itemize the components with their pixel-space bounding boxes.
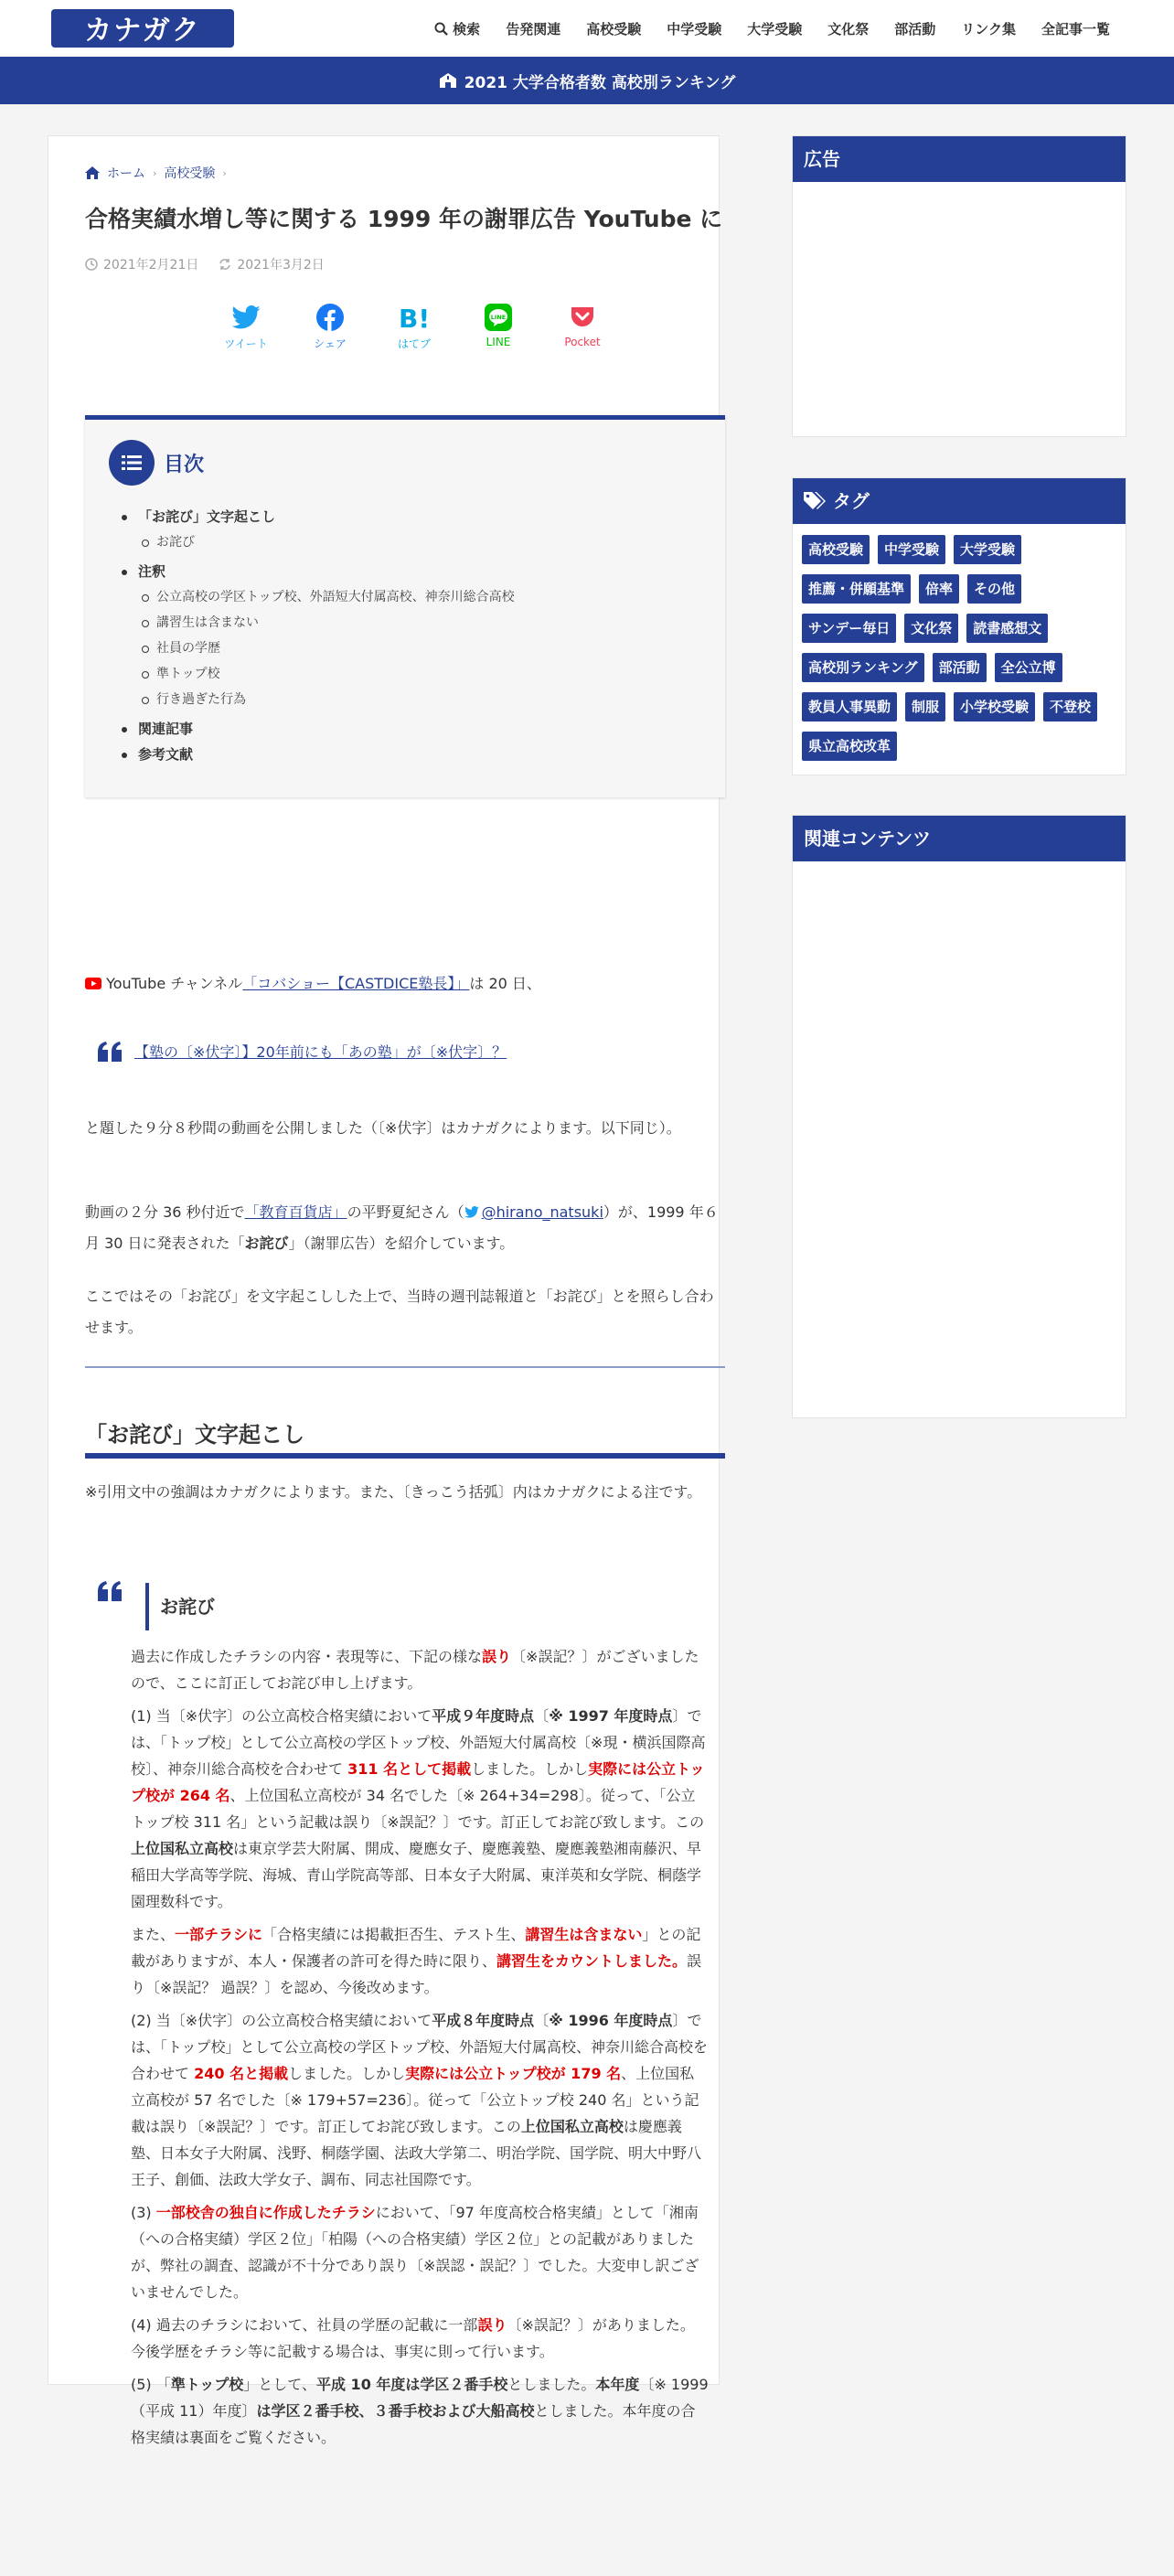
- twitter-icon: [231, 305, 261, 329]
- toc-list: [122, 504, 515, 767]
- tag-link[interactable]: その他: [967, 574, 1021, 604]
- site-logo[interactable]: [51, 4, 234, 51]
- intro-paragraph-2: と題した９分８秒間の動画を公開しました（〔※伏字〕はカナガクによります。以下同じ）。: [85, 1119, 681, 1137]
- ad-widget: [792, 135, 1126, 437]
- toc-subitem[interactable]: 公立高校の学区トップ校、外語短大付属高校、神奈川総合高校: [122, 584, 515, 610]
- toc-header: [109, 440, 204, 486]
- home-icon: [85, 166, 100, 179]
- published-date: 2021年2月21日: [85, 255, 198, 273]
- share-facebook[interactable]: シェア: [288, 303, 372, 351]
- tag-link[interactable]: 倍率: [919, 574, 959, 604]
- nav-festival[interactable]: 文化祭: [827, 20, 870, 37]
- ad-widget-title: 広告: [793, 136, 1126, 182]
- apology-quote-block: [85, 1570, 725, 2576]
- tag-link[interactable]: 高校別ランキング: [802, 653, 924, 682]
- breadcrumb: [85, 164, 227, 182]
- clock-icon: [85, 258, 98, 271]
- apology-paragraph: また、一部チラシに「合格実績には掲載拒否生、テスト生、講習生は含まない」との記載がありますが、本人・保護者の許可を得た時に限り、講習生をカウントしました。誤り〔※誤記？ 過誤？〕を認め、今後改めます。: [131, 1926, 702, 1996]
- toc-subitem[interactable]: 社員の学歴: [122, 636, 515, 661]
- apology-paragraph: (5) 「準トップ校」として、平成 10 年度は学区２番手校としました。本年度〔※ 1999（平成 11）年度〕は学区２番手校、３番手校および大船高校としました。本年度の合格実績は裏面をご覧ください。: [131, 2376, 709, 2446]
- article-dates: [85, 255, 325, 273]
- toc-item[interactable]: 注釈: [122, 559, 515, 584]
- related-content-widget: [792, 815, 1126, 1418]
- tags-widget: [792, 477, 1126, 775]
- share-twitter[interactable]: ツイート: [204, 303, 288, 351]
- school-icon: [439, 72, 457, 89]
- svg-text:カナガク: カナガク: [84, 15, 201, 47]
- twitter-handle-link[interactable]: @hirano_natsuki: [481, 1203, 603, 1221]
- apology-paragraph: (1) 当〔※伏字〕の公立高校合格実績において平成９年度時点〔※ 1997 年度時点〕では、「トップ校」として公立高校の学区トップ校、外語短大付属高校〔※現・横浜国際高校〕、神奈川総合高校を合わせて 311 名として掲載しました。しかし実際には公立トップ校が 264 名、上位国私立高校が 34 名でした〔※ 264+34=298〕。従って、「公立トップ校 311 名」という記載は誤り〔※誤記？〕です。訂正してお詫び致します。この上位国私立高校は東京学芸大附属、開成、慶應女子、慶應義塾、慶應義塾湘南藤沢、早稲田大学高等学院、海城、青山学院高等部、日本女子大附属、東洋英和女学院、桐蔭学園理数科です。: [131, 1707, 706, 1910]
- table-of-contents: [85, 415, 725, 797]
- apology-paragraph: 過去に作成したチラシの内容・表現等に、下記の様な誤り〔※誤記？〕がございましたので、ここに訂正してお詫び申し上げます。: [131, 1648, 699, 1692]
- pocket-icon: [570, 305, 595, 329]
- tag-link[interactable]: サンデー毎日: [802, 614, 896, 643]
- nav-high-school[interactable]: 高校受験: [586, 20, 642, 37]
- toc-item[interactable]: 関連記事: [122, 716, 515, 742]
- refresh-icon: [219, 258, 231, 271]
- tag-link[interactable]: 部活動: [933, 653, 987, 682]
- tag-link[interactable]: 中学受験: [878, 535, 945, 564]
- toc-item[interactable]: 参考文献: [122, 742, 515, 767]
- ranking-banner[interactable]: 2021 大学合格者数 高校別ランキング: [0, 57, 1174, 104]
- nav-junior-high[interactable]: 中学受験: [667, 20, 722, 37]
- share-pocket[interactable]: Pocket: [540, 303, 624, 351]
- tag-link[interactable]: 全公立博: [995, 653, 1062, 682]
- updated-date: 2021年3月2日: [219, 255, 324, 273]
- intro-paragraph-3: 動画の２分 36 秒付近で「教育百貨店」の平野夏紀さん（ @hirano_natsuki）が、1999 年６月 30 日に発表された「お詫び」（謝罪広告）を紹介しています。: [85, 1203, 719, 1252]
- tag-link[interactable]: 文化祭: [904, 614, 958, 643]
- tag-link[interactable]: 教員人事異動: [802, 692, 897, 721]
- svg-text:LINE: LINE: [490, 314, 507, 321]
- tag-link[interactable]: 不登校: [1043, 692, 1097, 721]
- global-nav: [422, 0, 1123, 57]
- site-header: [0, 0, 1174, 57]
- quote-icon: [98, 1581, 122, 1601]
- list-icon: [109, 440, 155, 486]
- apology-body: [131, 1643, 709, 2457]
- nav-university[interactable]: 大学受験: [747, 20, 803, 37]
- breadcrumb-home[interactable]: ホーム: [107, 166, 145, 181]
- hatena-icon: [399, 304, 431, 334]
- line-icon: [485, 304, 512, 331]
- toc-subitem[interactable]: 準トップ校: [122, 661, 515, 687]
- nav-kokuhatsu[interactable]: 告発関連: [506, 20, 561, 37]
- nav-search[interactable]: 検索: [422, 19, 493, 38]
- share-line[interactable]: LINE LINE: [456, 303, 540, 351]
- section-heading: 「お詫び」文字起こし: [85, 1416, 725, 1459]
- intro-paragraph-4: ここではその「お詫び」を文字起こしした上で、当時の週刊誌報道と「お詫び」とを照らし合わせます。: [85, 1288, 714, 1336]
- tag-link[interactable]: 読書感想文: [966, 614, 1048, 643]
- twitter-icon: [464, 1206, 479, 1218]
- tag-link[interactable]: 小学校受験: [954, 692, 1035, 721]
- breadcrumb-category[interactable]: 高校受験: [164, 166, 216, 181]
- tag-link[interactable]: 県立高校改革: [802, 732, 897, 761]
- share-hatena[interactable]: B! はてブ: [397, 304, 431, 350]
- tags-icon: [804, 492, 826, 510]
- video-title-link[interactable]: 【塾の〔※伏字〕】20年前にも「あの塾」が〔※伏字〕？: [134, 1043, 507, 1061]
- tag-link[interactable]: 大学受験: [954, 535, 1021, 564]
- divider: [85, 1366, 725, 1368]
- apology-title: お詫び: [145, 1583, 215, 1630]
- tag-link[interactable]: 推薦・併願基準: [802, 574, 911, 604]
- article-title: 合格実績水増し等に関する 1999 年の謝罪広告 YouTube に: [85, 206, 723, 232]
- kyouiku-hyakkaten-link[interactable]: 「教育百貨店」: [244, 1203, 347, 1221]
- apology-paragraph: (3) 一部校舎の独自に作成したチラシにおいて、「97 年度高校合格実績」として「湘南（への合格実績）学区２位」「柏陽（への合格実績）学区２位」との記載がありましたが、弊社の調査、認識が不十分であり誤り〔※誤認・誤記？〕でした。大変申し訳ございませんでした。: [131, 2204, 699, 2301]
- nav-club[interactable]: 部活動: [894, 20, 936, 37]
- related-content-title: 関連コンテンツ: [793, 816, 1126, 861]
- search-icon: [434, 22, 448, 36]
- share-buttons: [204, 303, 624, 351]
- facebook-icon: [316, 304, 344, 331]
- apology-paragraph: (2) 当〔※伏字〕の公立高校合格実績において平成８年度時点〔※ 1996 年度時点〕では、「トップ校」として公立高校の学区トップ校、外語短大付属高校、神奈川総合高校を合わせて 240 名と掲載しました。しかし実際には公立トップ校が 179 名、上位国私立高校が 57 名でした〔※ 179+57=236〕。従って「公立トップ校 240 名」という記載は誤り〔※誤記？〕です。訂正してお詫び致します。この上位国私立高校は慶應義塾、日本女子大附属、浅野、桐蔭学園、法政大学第二、明治学院、国学院、明大中野八王子、創価、法政大学女子、調布、同志社国際です。: [131, 2012, 709, 2188]
- nav-all-articles[interactable]: 全記事一覧: [1041, 20, 1110, 37]
- toc-subitem[interactable]: 行き過ぎた行為: [122, 687, 515, 712]
- toc-subitem[interactable]: 講習生は含まない: [122, 610, 515, 636]
- toc-item[interactable]: 「お詫び」文字起こし: [122, 504, 515, 529]
- tags-widget-header: タグ: [793, 478, 1126, 524]
- intro-paragraph-1: YouTube チャンネル「コバショー【CASTDICE塾長】」は 20 日、: [85, 968, 725, 999]
- toc-title: 目次: [164, 453, 205, 476]
- chevron-right-icon: ›: [153, 166, 157, 179]
- tag-cloud: [793, 524, 1126, 776]
- youtube-channel-link[interactable]: 「コバショー【CASTDICE塾長】」: [242, 975, 470, 992]
- nav-links[interactable]: リンク集: [961, 20, 1016, 37]
- svg-text:B!: B!: [399, 304, 431, 334]
- tag-link[interactable]: 制服: [905, 692, 945, 721]
- article-card: [48, 135, 723, 2446]
- note-paragraph: ※引用文中の強調はカナガクによります。また、〔きっこう括弧〕内はカナガクによる注です。: [85, 1483, 702, 1501]
- apology-paragraph: (4) 過去のチラシにおいて、社員の学歴の記載に一部誤り〔※誤記？〕がありました。今後学歴をチラシ等に記載する場合は、事実に則って行います。: [131, 2316, 695, 2360]
- quote-icon: [98, 1042, 122, 1062]
- toc-subitem[interactable]: お詫び: [122, 529, 515, 555]
- chevron-right-icon: ›: [222, 166, 227, 179]
- tag-link[interactable]: 高校受験: [802, 535, 870, 564]
